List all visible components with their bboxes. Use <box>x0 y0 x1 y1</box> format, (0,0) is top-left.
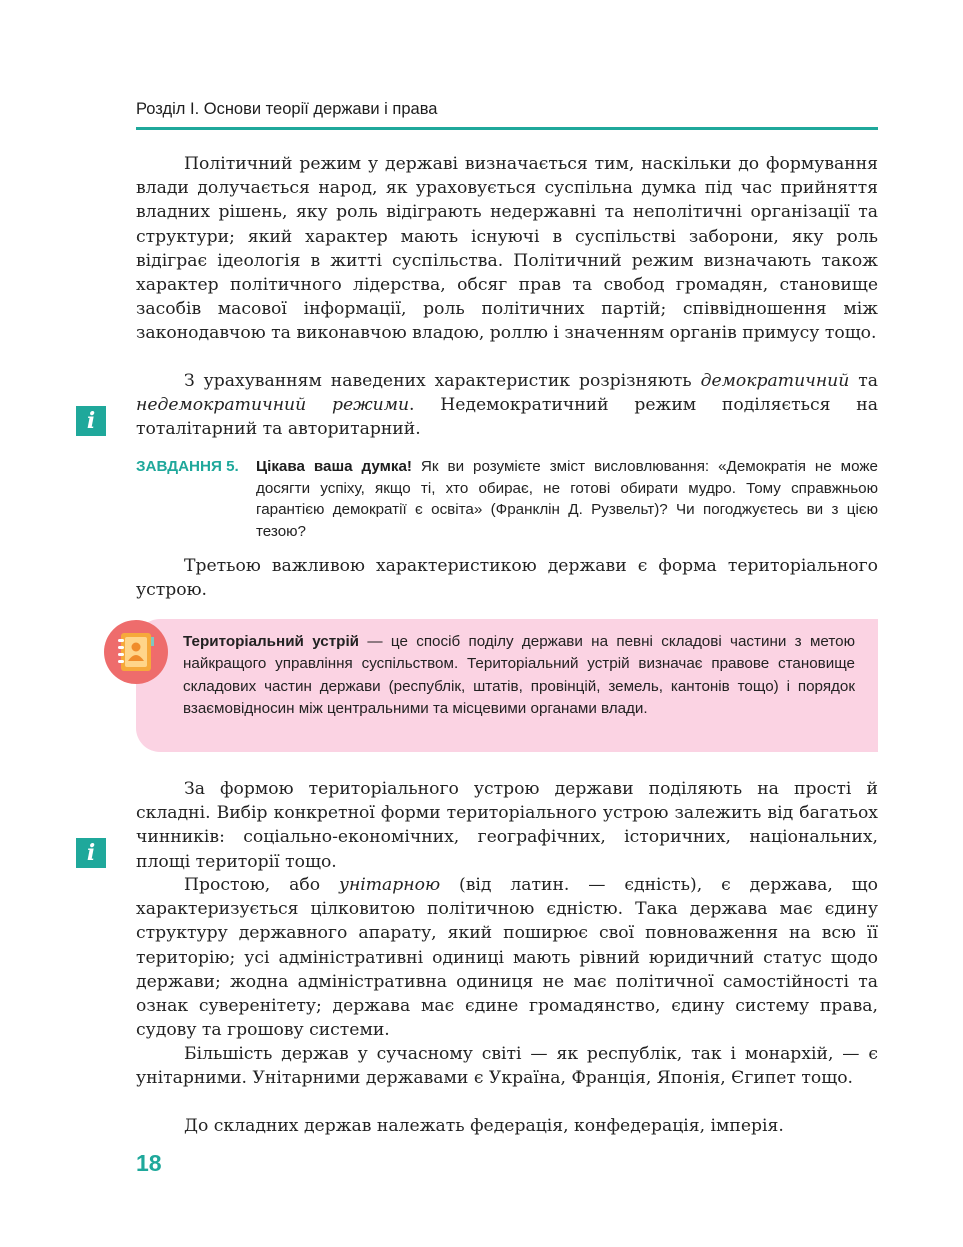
task-text: Як ви розумієте зміст висловлювання: «Демократія не може досягти успіху, якщо ті, хто обирає, не готові обирати мудро. Тому справжньою гарантією демократії є освіта» (Франклін Д. Рузвельт)? Чи погоджуєтесь ви з цією тезою? <box>256 458 878 540</box>
page-number: 18 <box>136 1150 162 1176</box>
text-segment: (від латин. — єдність), є держава, що характеризується цілковитою політичною єдністю. Така держава має єдину структуру державного апарату, який поширює свої повноваження на всю її територію; усі адміністративні одиниці мають рівний юридичний статус щодо держави; жодна адміністративна одиниця не має політичної самостійності та ознак суверенітету; держава має єдине громадянство, єдину систему права, судову та грошову системи. <box>136 875 878 1041</box>
paragraph-political-regime: Політичний режим у державі визначається тим, наскільки до формування влади долучається народ, як ураховується суспільна думка під час прийняття владних рішень, яку роль відіграють недержавні та неполітичні організації та структури; який характер мають існуючі в суспільстві заборони, яку роль відіграє ідеологія в житті суспільства. Політичний режим визначають також характер політичного лідерства, обсяг прав та свобод громадян, становище засобів масової інформації, роль політичних партій; співвідношення між законодавчою та виконавчою владою, роллю і значенням органів примусу тощо. <box>136 154 878 344</box>
text-segment: . Недемократичний режим поділяється на тоталітарний та авторитарний. <box>136 395 878 440</box>
paragraph-complex-states: До складних держав належать федерація, конфедерація, імперія. <box>184 1116 784 1136</box>
paragraph-unitary <box>136 873 878 1042</box>
address-book-icon <box>104 620 168 684</box>
task-label: ЗАВДАННЯ 5. <box>136 458 239 475</box>
term-nondemocratic: недемократичний режими <box>136 395 410 416</box>
paragraph-regime-types <box>136 369 878 442</box>
info-icon: i <box>76 838 106 868</box>
paragraph-examples: Більшість держав у сучасному світі — як республік, так і монархій, — є унітарними. Унітарними державами є Україна, Франція, Японія, Єгипет тощо. <box>136 1044 878 1089</box>
info-icon: i <box>76 406 106 436</box>
term-unitary: унітарною <box>338 875 441 895</box>
paragraph-forms: За формою територіального устрою держави поділяють на прості й складні. Вибір конкретної форми територіального устрою залежить від багатьох чинників: соціально-економічних, географічних, історичних, національних, площі території тощо. <box>136 779 878 872</box>
definition-body: — це спосіб поділу держави на певні складові частини з метою найкращого управління суспільством. Територіальний устрій визначає правове становище складових частин держави (республік, штатів, провінцій, земель, кантонів тощо) і порядок взаємовідносин між центральними та місцевими органами влади. <box>183 633 855 717</box>
task-title: Цікава ваша думка! <box>256 458 412 475</box>
header-divider <box>136 127 878 130</box>
text-segment: та <box>849 371 878 391</box>
text-segment: Простою, або <box>184 875 339 895</box>
task-block <box>136 456 878 542</box>
task-body <box>256 456 878 542</box>
definition-term: Територіальний устрій <box>183 633 360 650</box>
term-democratic: демократичний <box>700 371 850 391</box>
chapter-header: Розділ І. Основи теорії держави і права <box>136 100 438 118</box>
text-segment: З урахуванням наведених характеристик розрізняють <box>184 371 701 391</box>
paragraph-territorial-intro: Третьою важливою характеристикою держави є форма територіального устрою. <box>136 556 878 601</box>
definition-text <box>183 631 855 720</box>
